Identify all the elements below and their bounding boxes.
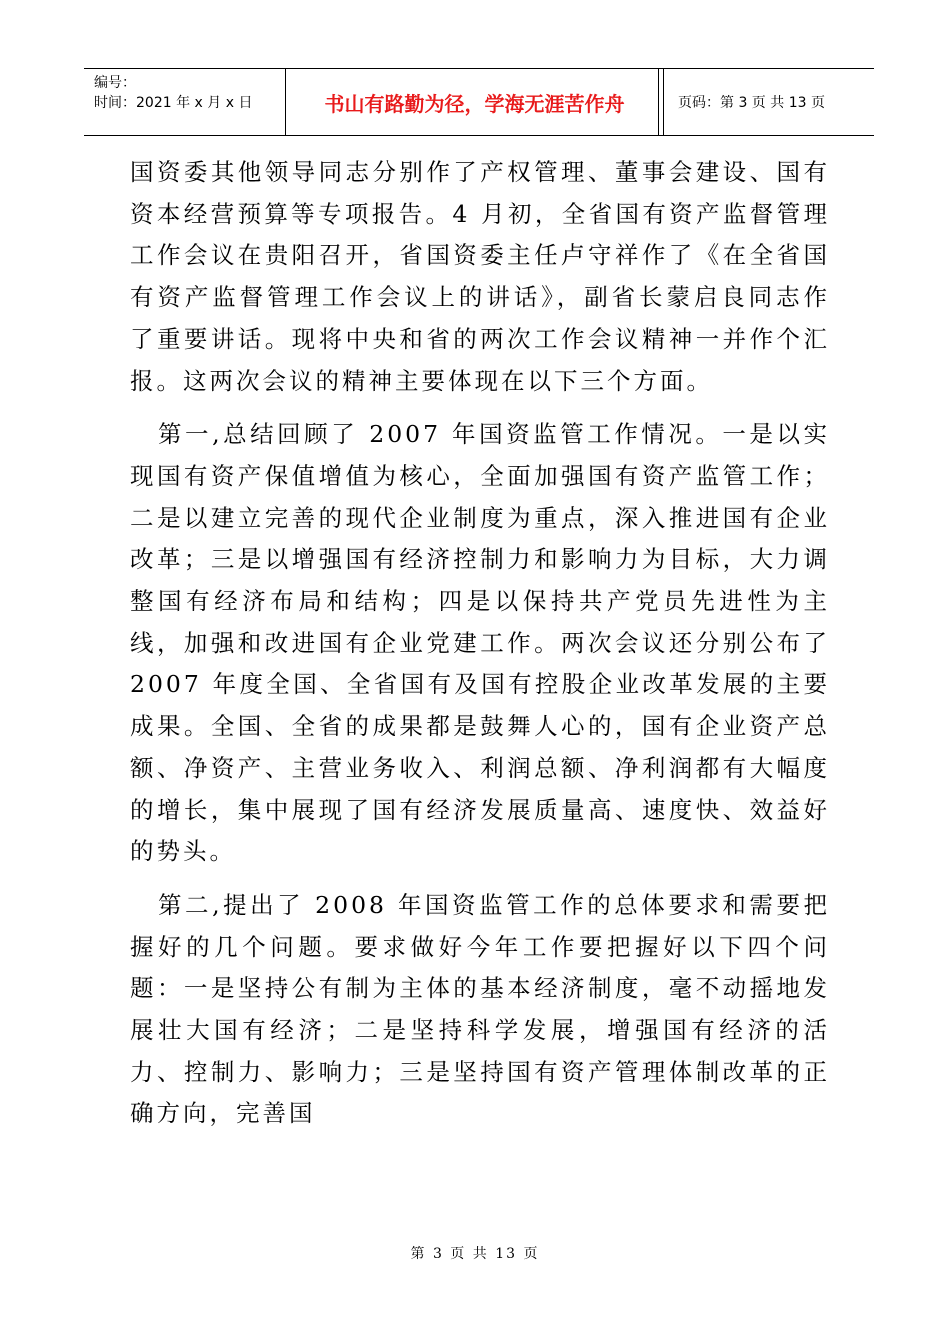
page-footer: 第 3 页 共 13 页 <box>410 1246 540 1262</box>
header-page-cell <box>664 69 874 135</box>
paragraph: 第二,提出了 2008 年国资监管工作的总体要求和需要把握好的几个问题。要求做好今年工作要把握好以下四个问题：一是坚持公有制为主体的基本经济制度，毫不动摇地发展壮大国有经济；二是坚持科学发展，增强国有经济的活力、控制力、影响力；三是坚持国有资产管理体制改革的正确方向，完善国 <box>130 890 830 1128</box>
header-page-label: 页码：第 3 页 共 13 页 <box>678 95 825 111</box>
page-header <box>84 68 874 136</box>
paragraph: 国资委其他领导同志分别作了产权管理、董事会建设、国有资本经营预算等专项报告。4 月初，全省国有资产监督管理工作会议在贵阳召开，省国资委主任卢守祥作了《在全省国有资产监督管理工作会议上的讲话》，副省长蒙启良同志作了重要讲话。现将中央和省的两次工作会议精神一并作个汇报。这两次会议的精神主要体现在以下三个方面。 <box>130 158 830 395</box>
document-body <box>130 152 830 1135</box>
document-number-label: 编号： <box>94 75 136 91</box>
header-meta <box>84 69 286 135</box>
document-time-label: 时间：2021 年 x 月 x 日 <box>94 95 253 111</box>
header-motto: 书山有路勤为径，学海无涯苦作舟 <box>324 91 625 116</box>
header-motto-cell <box>286 69 664 135</box>
paragraph: 第一,总结回顾了 2007 年国资监管工作情况。一是以实现国有资产保值增值为核心，全面加强国有资产监管工作；二是以建立完善的现代企业制度为重点，深入推进国有企业改革；三是以增强国有经济控制力和影响力为目标，大力调整国有经济布局和结构；四是以保持共产党员先进性为主线，加强和改进国有企业党建工作。两次会议还分别公布了 2007 年度全国、全省国有及国有控股企业改革发展的主要成果。全国、全省的成果都是鼓舞人心的，国有企业资产总额、净资产、主营业务收入、利润总额、净利润都有大幅度的增长，集中展现了国有经济发展质量高、速度快、效益好的势头。 <box>130 420 830 866</box>
